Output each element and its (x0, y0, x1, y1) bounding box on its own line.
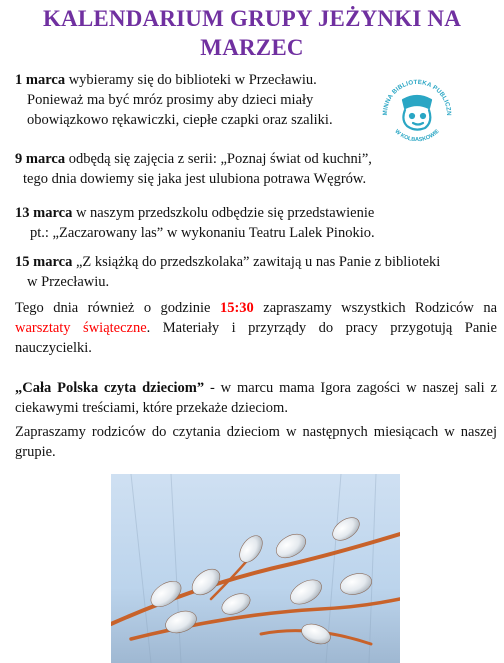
title-line-1: KALENDARIUM GRUPY JEŻYNKI NA (42, 6, 462, 31)
entry-march-1 (15, 70, 333, 130)
workshop-event: warsztaty świąteczne (15, 320, 147, 336)
title-line-2: MARZEC (200, 35, 304, 60)
invite-text: Zapraszamy rodziców do czytania dzieciom w następnych miesiącach w naszej grupie. (15, 424, 497, 460)
reading-paragraph (15, 378, 497, 418)
entry-text: „Z książką do przedszkolaka” zawitają u nas Panie z biblioteki (72, 254, 441, 270)
workshop-text: . Materiały i przyrządy do pracy przygotują Panie nauczycielki. (15, 320, 497, 356)
entry-text: w Przecławiu. (27, 274, 110, 290)
entry-text: pt.: „Zaczarowany las” w wykonaniu Teatru Lalek Pinokio. (30, 225, 375, 241)
logo-arc-text: MINNA BIBLIOTEKA PUBLICZN (381, 78, 453, 116)
workshop-text: Tego dnia również o godzinie (15, 300, 220, 316)
entry-march-9 (15, 149, 372, 189)
workshop-text: na (473, 300, 498, 316)
reading-campaign-title: „Cała Polska czyta dzieciom” (15, 380, 205, 396)
entry-text: w naszym przedszkolu odbędzie się przedstawienie (72, 205, 375, 221)
entry-date: 9 marca (15, 151, 66, 167)
workshop-paragraph (15, 298, 497, 358)
entry-text: obowiązkowo rękawiczki, ciepłe czapki oraz szaliki. (27, 112, 333, 128)
library-logo-icon (367, 62, 467, 162)
page-title (0, 4, 504, 62)
entry-text: tego dnia dowiemy się jaka jest ulubiona potrawa Węgrów. (23, 171, 367, 187)
entry-text: wybieramy się do biblioteki w Przecławiu. (65, 72, 317, 88)
invite-paragraph (15, 422, 497, 462)
reading-text: - w marcu mama Igora zagości w naszej sali z ciekawymi treściami, które przekaże dzieciom. (15, 380, 497, 416)
logo-bottom-text: W KOLBASKOWIE (393, 128, 441, 144)
workshop-time: 15:30 (219, 300, 254, 316)
entry-text: odbędą się zajęcia z serii: „Poznaj świat od kuchni”, (65, 151, 372, 167)
entry-march-13 (15, 203, 375, 243)
entry-date: 13 marca (15, 205, 73, 221)
entry-text: Ponieważ ma być mróz prosimy aby dzieci miały (27, 92, 314, 108)
svg-text:GMINNA BIBLIOTEKA PUBLICZNA (367, 62, 452, 116)
entry-march-15 (15, 252, 440, 292)
workshop-text: zapraszamy wszystkich Rodziców (253, 300, 474, 316)
entry-date: 15 marca (15, 254, 73, 270)
entry-date: 1 marca (15, 72, 66, 88)
pussy-willow-photo (111, 474, 400, 663)
